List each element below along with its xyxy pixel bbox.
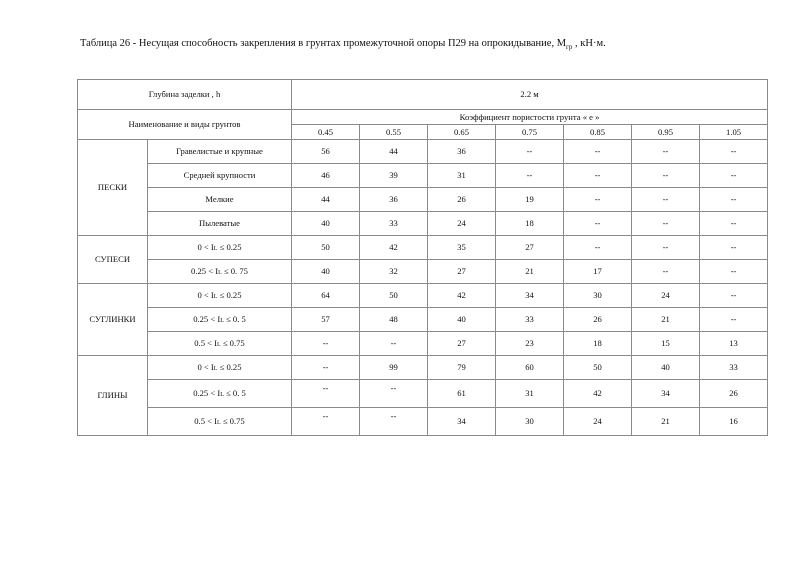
soil-type-label: 0.25 < IL ≤ 0. 5 <box>148 380 292 408</box>
value-cell: 32 <box>360 260 428 284</box>
coef-value: 0.95 <box>632 125 700 140</box>
table-row <box>78 188 768 212</box>
soil-group-name: ГЛИНЫ <box>78 356 148 436</box>
value-cell: -- <box>360 408 428 436</box>
value-cell: 60 <box>496 356 564 380</box>
value-cell: -- <box>700 164 768 188</box>
value-cell: -- <box>564 212 632 236</box>
value-cell: 15 <box>632 332 700 356</box>
value-cell: 30 <box>496 408 564 436</box>
soil-type-label: 0 < IL ≤ 0.25 <box>148 356 292 380</box>
value-cell: 40 <box>428 308 496 332</box>
value-cell: 57 <box>292 308 360 332</box>
value-cell: 33 <box>496 308 564 332</box>
depth-label: Глубина заделки , h <box>78 80 292 110</box>
value-cell: 24 <box>564 408 632 436</box>
soil-group-name: СУГЛИНКИ <box>78 284 148 356</box>
table-caption <box>80 38 606 51</box>
caption-text: Таблица 26 - Несущая способность закрепления в грунтах промежуточной опоры П29 на опрокидывание, М <box>80 38 567 49</box>
value-cell: 36 <box>360 188 428 212</box>
value-cell: 79 <box>428 356 496 380</box>
value-cell: -- <box>632 164 700 188</box>
soil-label: Наименование и виды грунтов <box>78 110 292 140</box>
value-cell: -- <box>496 164 564 188</box>
value-cell: 21 <box>632 308 700 332</box>
coef-value: 0.65 <box>428 125 496 140</box>
value-cell: 64 <box>292 284 360 308</box>
value-cell: 24 <box>428 212 496 236</box>
value-cell: -- <box>360 332 428 356</box>
coef-value: 0.85 <box>564 125 632 140</box>
caption-unit: , кН·м. <box>572 38 606 49</box>
coef-value: 0.45 <box>292 125 360 140</box>
coef-row <box>78 110 768 125</box>
table-row <box>78 284 768 308</box>
soil-type-label: Пылеватые <box>148 212 292 236</box>
value-cell: 34 <box>428 408 496 436</box>
table-row <box>78 380 768 408</box>
value-cell: -- <box>292 332 360 356</box>
coef-value: 1.05 <box>700 125 768 140</box>
value-cell: 34 <box>632 380 700 408</box>
value-cell: 33 <box>700 356 768 380</box>
soil-type-label: 0.25 < IL ≤ 0. 5 <box>148 308 292 332</box>
value-cell: -- <box>700 212 768 236</box>
value-cell: 40 <box>292 212 360 236</box>
value-cell: 56 <box>292 140 360 164</box>
value-cell: 42 <box>428 284 496 308</box>
coef-value: 0.75 <box>496 125 564 140</box>
capacity-table <box>77 79 768 436</box>
value-cell: 44 <box>292 188 360 212</box>
soil-type-label: 0.5 < IL ≤ 0.75 <box>148 332 292 356</box>
value-cell: 24 <box>632 284 700 308</box>
coef-label: Коэффициент пористости грунта « е » <box>292 110 768 125</box>
soil-group-name: ПЕСКИ <box>78 140 148 236</box>
table-row <box>78 408 768 436</box>
value-cell: 23 <box>496 332 564 356</box>
value-cell: 42 <box>360 236 428 260</box>
value-cell: -- <box>700 188 768 212</box>
value-cell: 44 <box>360 140 428 164</box>
depth-value: 2.2 м <box>292 80 768 110</box>
value-cell: -- <box>564 140 632 164</box>
value-cell: 33 <box>360 212 428 236</box>
caption-subscript: гр <box>566 43 573 52</box>
value-cell: 35 <box>428 236 496 260</box>
value-cell: 27 <box>428 332 496 356</box>
value-cell: -- <box>496 140 564 164</box>
value-cell: -- <box>632 212 700 236</box>
value-cell: 42 <box>564 380 632 408</box>
table-row <box>78 356 768 380</box>
value-cell: 26 <box>564 308 632 332</box>
value-cell: 31 <box>496 380 564 408</box>
value-cell: 30 <box>564 284 632 308</box>
value-cell: 26 <box>700 380 768 408</box>
value-cell: 13 <box>700 332 768 356</box>
value-cell: 50 <box>292 236 360 260</box>
value-cell: -- <box>632 236 700 260</box>
value-cell: 40 <box>632 356 700 380</box>
value-cell: 50 <box>360 284 428 308</box>
soil-type-label: 0 < IL ≤ 0.25 <box>148 284 292 308</box>
value-cell: -- <box>564 236 632 260</box>
value-cell: -- <box>632 140 700 164</box>
value-cell: -- <box>700 284 768 308</box>
value-cell: 50 <box>564 356 632 380</box>
value-cell: -- <box>700 140 768 164</box>
value-cell: -- <box>292 380 360 408</box>
value-cell: 21 <box>632 408 700 436</box>
value-cell: -- <box>700 236 768 260</box>
value-cell: 48 <box>360 308 428 332</box>
value-cell: -- <box>700 308 768 332</box>
value-cell: 99 <box>360 356 428 380</box>
value-cell: 31 <box>428 164 496 188</box>
value-cell: 39 <box>360 164 428 188</box>
value-cell: 19 <box>496 188 564 212</box>
soil-group-name: СУПЕСИ <box>78 236 148 284</box>
table-row <box>78 308 768 332</box>
value-cell: 36 <box>428 140 496 164</box>
value-cell: -- <box>564 188 632 212</box>
soil-type-label: Средней крупности <box>148 164 292 188</box>
value-cell: -- <box>632 260 700 284</box>
value-cell: 40 <box>292 260 360 284</box>
table-row <box>78 212 768 236</box>
value-cell: -- <box>292 408 360 436</box>
value-cell: 61 <box>428 380 496 408</box>
value-cell: -- <box>564 164 632 188</box>
value-cell: 27 <box>428 260 496 284</box>
table-row <box>78 260 768 284</box>
value-cell: -- <box>700 260 768 284</box>
value-cell: 34 <box>496 284 564 308</box>
value-cell: 27 <box>496 236 564 260</box>
value-cell: 16 <box>700 408 768 436</box>
value-cell: 18 <box>564 332 632 356</box>
soil-type-label: Мелкие <box>148 188 292 212</box>
table-row <box>78 236 768 260</box>
soil-type-label: 0.5 < IL ≤ 0.75 <box>148 408 292 436</box>
value-cell: -- <box>632 188 700 212</box>
coef-value: 0.55 <box>360 125 428 140</box>
table-row <box>78 140 768 164</box>
value-cell: -- <box>292 356 360 380</box>
soil-type-label: Гравелистые и крупные <box>148 140 292 164</box>
value-cell: -- <box>360 380 428 408</box>
table-row <box>78 332 768 356</box>
value-cell: 18 <box>496 212 564 236</box>
value-cell: 26 <box>428 188 496 212</box>
soil-type-label: 0.25 < IL ≤ 0. 75 <box>148 260 292 284</box>
table-row <box>78 164 768 188</box>
value-cell: 17 <box>564 260 632 284</box>
value-cell: 21 <box>496 260 564 284</box>
soil-type-label: 0 < IL ≤ 0.25 <box>148 236 292 260</box>
value-cell: 46 <box>292 164 360 188</box>
depth-row <box>78 80 768 110</box>
